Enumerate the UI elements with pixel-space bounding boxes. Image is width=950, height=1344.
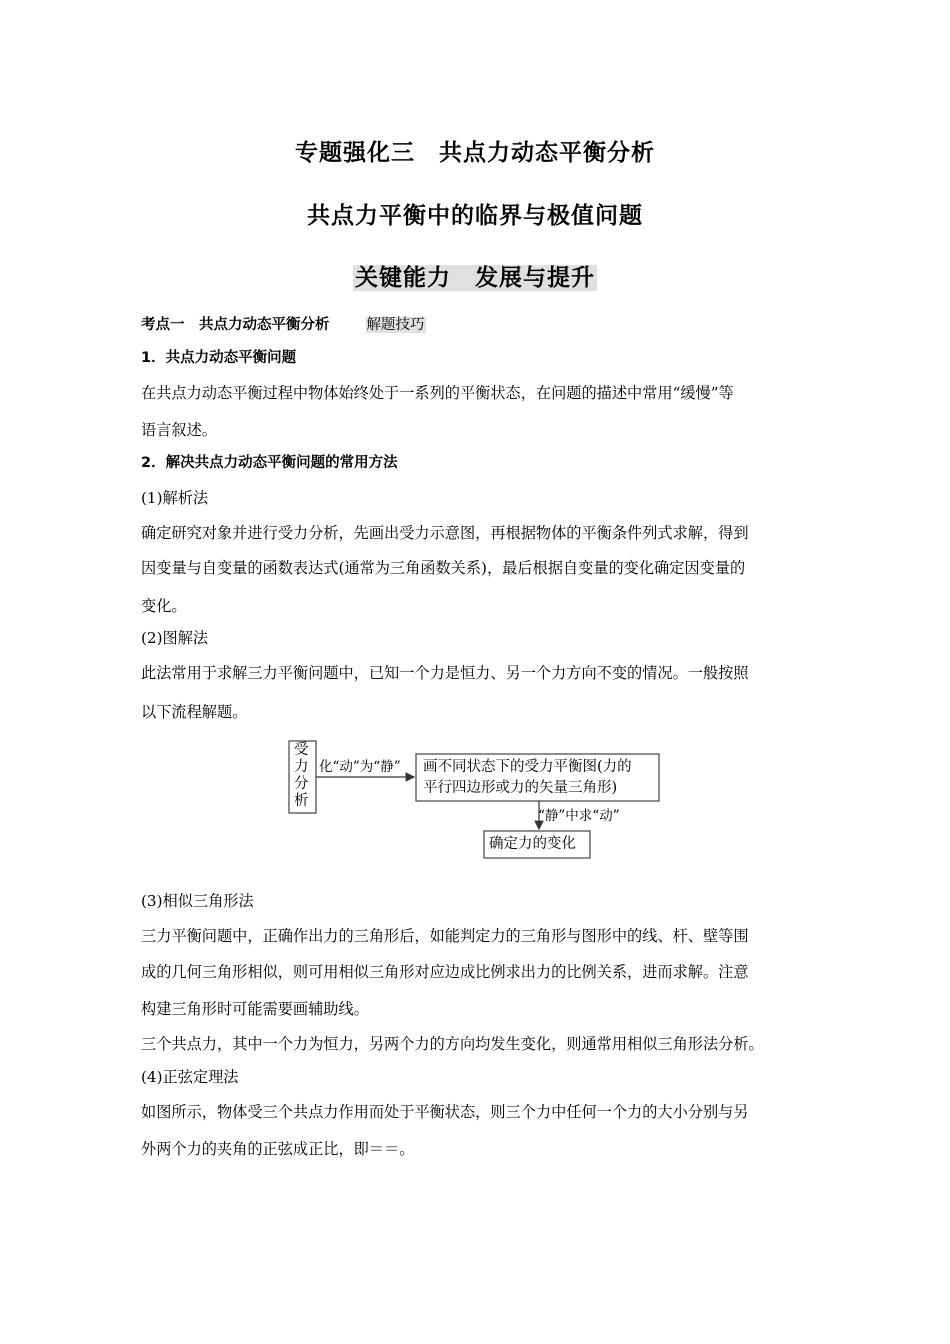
m2-line: 此法常用于求解三力平衡问题中，已知一个力是恒力、另一个力方向不变的情况。一般按照 bbox=[141, 664, 749, 682]
kaodian-label: 考点一 共点力动态平衡分析 bbox=[141, 317, 330, 333]
flow-arrow-1-label: 化“动”为“静” bbox=[319, 759, 401, 775]
m4-line: 如图所示，物体受三个共点力作用而处于平衡状态，则三个力中任何一个力的大小分别与另 bbox=[141, 1103, 749, 1121]
m1-line: 变化。 bbox=[141, 597, 187, 615]
m3-line: 成的几何三角形相似，则可用相似三角形对应边成比例求出力的比例关系，进而求解。注意 bbox=[141, 963, 749, 981]
m3-line: 三个共点力，其中一个力为恒力，另两个力的方向均发生变化，则通常用相似三角形法分析。 bbox=[141, 1035, 764, 1053]
kaodian-tag: 解题技巧 bbox=[366, 317, 425, 333]
m2-label: (2)图解法 bbox=[141, 629, 209, 647]
m1-label: (1)解析法 bbox=[141, 489, 209, 507]
p2-heading: 2．解决共点力动态平衡问题的常用方法 bbox=[141, 455, 398, 471]
flow-box-2-line: 画不同状态下的受力平衡图(力的 bbox=[423, 759, 632, 775]
m4-label: (4)正弦定理法 bbox=[141, 1068, 239, 1086]
p1-heading: 1．共点力动态平衡问题 bbox=[141, 350, 297, 366]
flow-box-3-text: 确定力的变化 bbox=[489, 836, 576, 852]
flow-arrow-2-label: “静”中求“动” bbox=[538, 808, 620, 824]
flow-box-1-char: 力 bbox=[294, 759, 309, 775]
flow-box-2-line: 平行四边形或力的矢量三角形) bbox=[423, 780, 618, 796]
p1-line: 语言叙述。 bbox=[141, 421, 217, 439]
m1-line: 因变量与自变量的函数表达式(通常为三角函数关系)，最后根据自变量的变化确定因变量的 bbox=[141, 559, 746, 577]
flow-box-1-char: 分 bbox=[294, 776, 309, 792]
flow-box-1-char: 受 bbox=[294, 742, 309, 758]
flow-box-1-char: 析 bbox=[294, 793, 309, 809]
m3-line: 构建三角形时可能需要画辅助线。 bbox=[141, 1000, 369, 1018]
m3-label: (3)相似三角形法 bbox=[141, 892, 254, 910]
m4-line: 外两个力的夹角的正弦成正比，即＝＝。 bbox=[141, 1140, 415, 1158]
section-title-text: 关键能力 发展与提升 bbox=[355, 265, 595, 291]
m3-line: 三力平衡问题中，正确作出力的三角形后，如能判定力的三角形与图形中的线、杆、壁等围 bbox=[141, 927, 749, 945]
flow-box-1-text bbox=[294, 742, 309, 810]
sub-title: 共点力平衡中的临界与极值问题 bbox=[307, 203, 643, 229]
main-title: 专题强化三 共点力动态平衡分析 bbox=[295, 140, 655, 166]
m1-line: 确定研究对象并进行受力分析，先画出受力示意图，再根据物体的平衡条件列式求解，得到 bbox=[141, 524, 749, 542]
m2-line: 以下流程解题。 bbox=[141, 703, 248, 721]
p1-line: 在共点力动态平衡过程中物体始终处于一系列的平衡状态，在问题的描述中常用“缓慢”等 bbox=[141, 384, 734, 402]
